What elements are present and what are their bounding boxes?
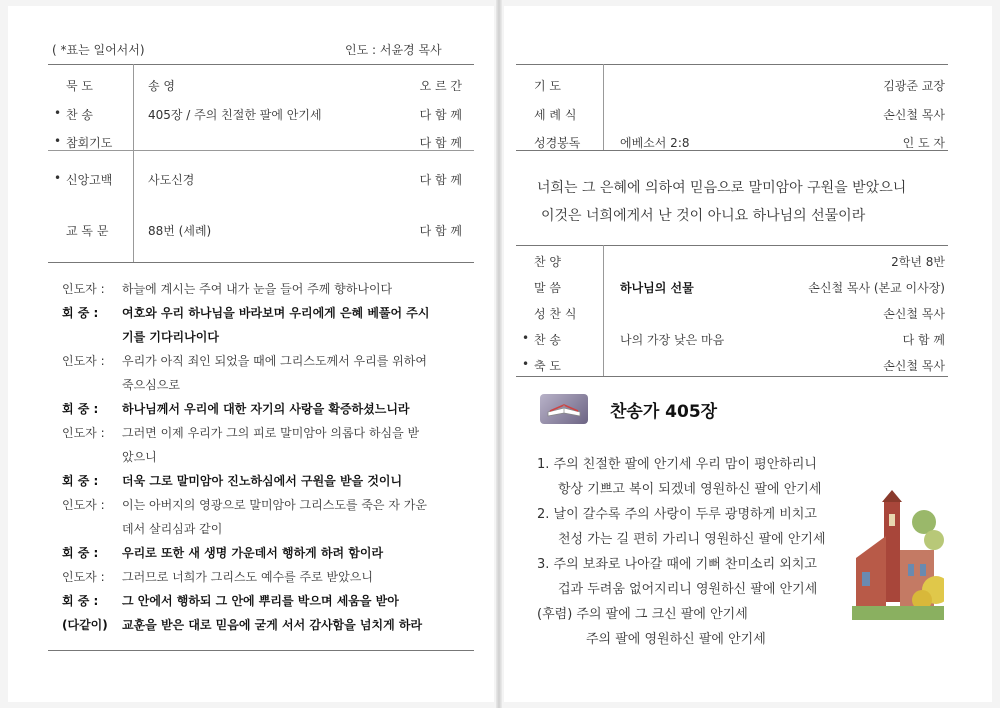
hymn-line: 겁과 두려움 없어지리니 영원하신 팔에 안기세	[558, 582, 818, 597]
open-bible-icon	[540, 394, 588, 424]
reading-speaker: 회 중 :	[62, 402, 99, 416]
reading-line: 하늘에 계시는 주여 내가 눈을 들어 주께 향하나이다	[122, 282, 393, 296]
reading-line: 이는 아버지의 영광으로 말미암아 그리스도를 죽은 자 가운	[122, 498, 427, 512]
reading-speaker: 인도자 :	[62, 570, 105, 584]
order-label: 교 독 문	[66, 224, 109, 238]
order-performer: 오 르 간	[419, 79, 462, 93]
reading-line: 죽으심으로	[122, 378, 180, 392]
reading-speaker: 회 중 :	[62, 594, 99, 608]
hymn-line: 3. 주의 보좌로 나아갈 때에 기뻐 찬미소리 외치고	[537, 557, 817, 572]
order-content: 하나님의 선물	[620, 281, 694, 295]
order-content: 405장 / 주의 친절한 팔에 안기세	[148, 108, 322, 122]
order-performer: 손신철 목사 (본교 이사장)	[808, 281, 945, 295]
order-performer: 다 함 께	[419, 108, 462, 122]
reading-speaker: (다같이)	[62, 618, 108, 632]
reading-line: 우리로 또한 새 생명 가운데서 행하게 하려 함이라	[122, 546, 384, 560]
order-section-divider	[48, 150, 474, 151]
order-label: 묵 도	[66, 79, 93, 93]
order-performer: 2학년 8반	[891, 255, 945, 269]
table-bottom-border	[48, 262, 474, 263]
order-label: 신앙고백	[66, 173, 113, 187]
order-performer: 다 함 께	[419, 224, 462, 238]
order-content: 88번 (세례)	[148, 224, 212, 238]
order-content: 나의 가장 낮은 마음	[620, 333, 725, 347]
hymn-line: (후렴) 주의 팔에 그 크신 팔에 안기세	[537, 607, 748, 622]
reading-line: 그러면 이제 우리가 그의 피로 말미암아 의롭다 하심을 받	[122, 426, 420, 440]
page-bottom-border	[48, 650, 474, 651]
order-label: 세 례 식	[534, 108, 577, 122]
table-divider	[133, 64, 134, 262]
leader-name: 인도 : 서윤경 목사	[345, 43, 442, 57]
reading-line: 데서 살리심과 같이	[122, 522, 223, 536]
standing-marker: •	[54, 106, 62, 120]
order-performer: 다 함 께	[902, 333, 945, 347]
order-content: 사도신경	[148, 173, 195, 187]
order-performer: 인 도 자	[902, 136, 945, 150]
reading-line: 교훈을 받은 대로 믿음에 굳게 서서 감사함을 넘치게 하라	[122, 618, 423, 632]
hymn-line: 천성 가는 길 편히 가리니 영원하신 팔에 안기세	[558, 532, 826, 547]
order-label: 찬 송	[534, 333, 561, 347]
table-top-border	[48, 64, 474, 65]
hymn-line: 2. 날이 갈수록 주의 사랑이 두루 광명하게 비치고	[537, 507, 817, 522]
reading-speaker: 회 중 :	[62, 546, 99, 560]
scripture-line-1: 너희는 그 은혜에 의하여 믿음으로 말미암아 구원을 받았으니	[537, 180, 907, 196]
order-label: 성 찬 식	[534, 307, 577, 321]
order-performer: 손신철 목사	[883, 359, 945, 373]
page-fold	[496, 0, 502, 708]
reading-speaker: 회 중 :	[62, 306, 99, 320]
right-table2-divider	[603, 245, 604, 376]
order-content: 송 영	[148, 79, 175, 93]
reading-speaker: 회 중 :	[62, 474, 99, 488]
right-table-bottom-border	[516, 376, 948, 377]
standing-marker: •	[522, 331, 530, 345]
reading-line: 여호와 우리 하나님을 바라보며 우리에게 은혜 베풀어 주시	[122, 306, 430, 320]
right-section-divider	[516, 150, 948, 151]
hymn-line: 주의 팔에 영원하신 팔에 안기세	[586, 632, 766, 647]
order-performer: 김광준 교장	[883, 79, 945, 93]
standing-marker: •	[54, 171, 62, 185]
scripture-line-2: 이것은 너희에게서 난 것이 아니요 하나님의 선물이라	[541, 208, 866, 224]
reading-line: 하나님께서 우리에 대한 자기의 사랑을 확증하셨느니라	[122, 402, 410, 416]
reading-speaker: 인도자 :	[62, 426, 105, 440]
standing-note: ( *표는 일어서서)	[52, 43, 145, 57]
reading-line: 았으니	[122, 450, 157, 464]
reading-speaker: 인도자 :	[62, 354, 105, 368]
hymn-title: 찬송가 405장	[610, 402, 718, 422]
reading-speaker: 인도자 :	[62, 498, 105, 512]
order-performer: 다 함 께	[419, 136, 462, 150]
right-section2-top-border	[516, 245, 948, 246]
hymn-line: 항상 기쁘고 복이 되겠네 영원하신 팔에 안기세	[558, 482, 822, 497]
order-performer: 손신철 목사	[883, 307, 945, 321]
order-label: 성경봉독	[534, 136, 581, 150]
order-label: 축 도	[534, 359, 561, 373]
order-label: 기 도	[534, 79, 561, 93]
church-illustration	[852, 488, 944, 620]
hymn-line: 1. 주의 친절한 팔에 안기세 우리 맘이 평안하리니	[537, 457, 817, 472]
standing-marker: •	[54, 134, 62, 148]
reading-line: 더욱 그로 말미암아 진노하심에서 구원을 받을 것이니	[122, 474, 403, 488]
reading-line: 그 안에서 행하되 그 안에 뿌리를 박으며 세움을 받아	[122, 594, 399, 608]
right-table-divider	[603, 64, 604, 150]
order-label: 말 씀	[534, 281, 561, 295]
reading-line: 기를 기다리나이다	[122, 330, 219, 344]
order-label: 찬 송	[66, 108, 93, 122]
order-label: 찬 양	[534, 255, 561, 269]
standing-marker: •	[522, 357, 530, 371]
reading-speaker: 인도자 :	[62, 282, 105, 296]
reading-line: 우리가 아직 죄인 되었을 때에 그리스도께서 우리를 위하여	[122, 354, 427, 368]
order-label: 참회기도	[66, 136, 113, 150]
reading-line: 그러므로 너희가 그리스도 예수를 주로 받았으니	[122, 570, 373, 584]
order-performer: 다 함 께	[419, 173, 462, 187]
order-performer: 손신철 목사	[883, 108, 945, 122]
right-table-top-border	[516, 64, 948, 65]
order-content: 에베소서 2:8	[620, 136, 690, 150]
